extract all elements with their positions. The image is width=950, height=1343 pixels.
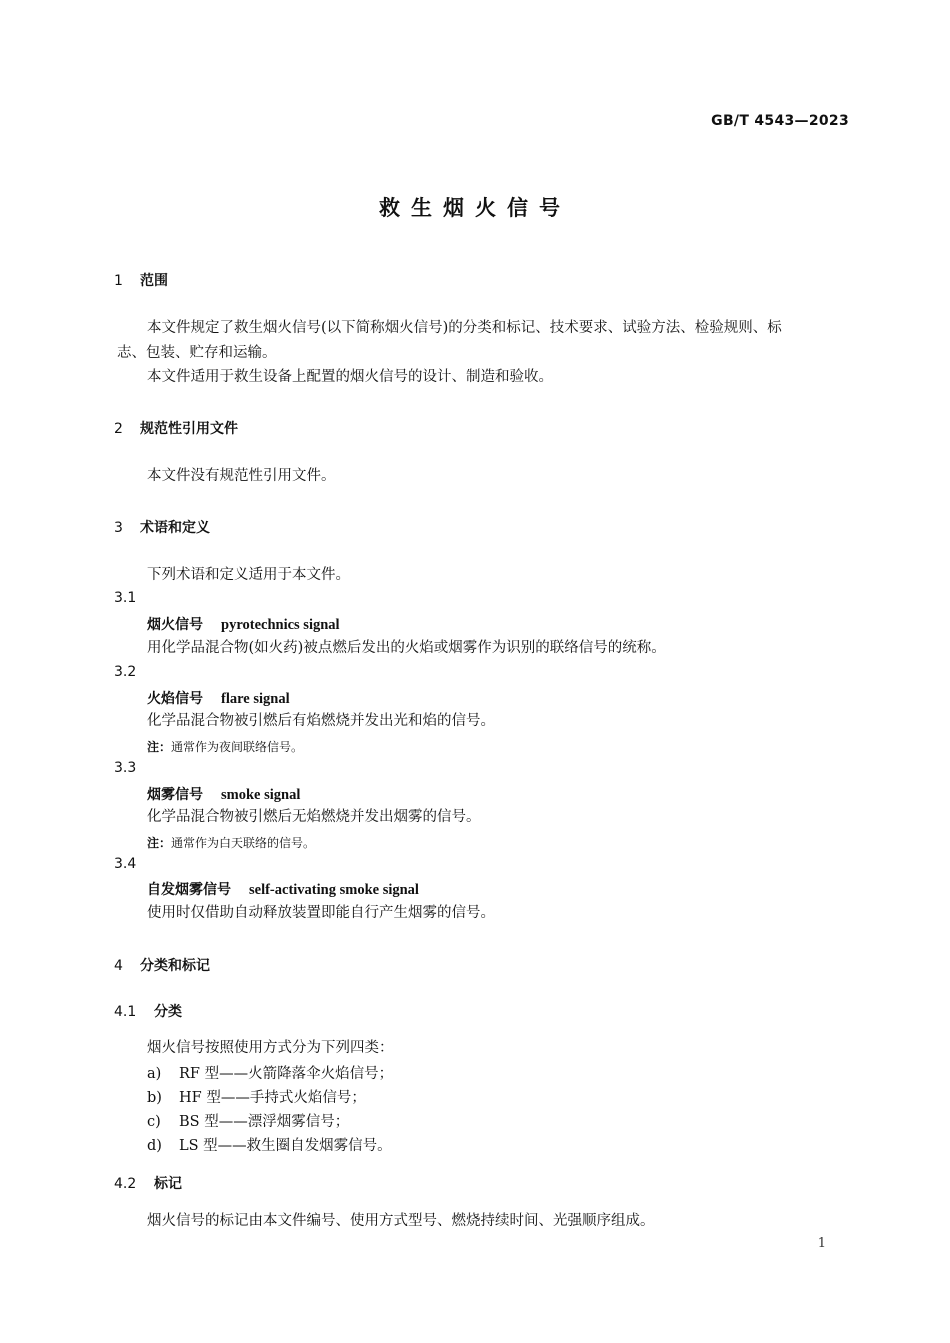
note-text: 通常作为白天联络的信号。 (171, 836, 316, 850)
list-item (147, 1062, 393, 1083)
term-number: 3.2 (114, 664, 137, 680)
term-definition: 化学品混合物被引燃后有焰燃烧并发出光和焰的信号。 (147, 713, 495, 729)
section-2-heading (114, 418, 238, 438)
list-item (147, 1110, 349, 1131)
section-1-paragraph-1-line-2: 志、包装、贮存和运输。 (117, 345, 277, 361)
section-1-paragraph-1-line-1: 本文件规定了救生烟火信号(以下简称烟火信号)的分类和标记、技术要求、试验方法、检验规则、标 (147, 320, 782, 336)
note-text: 通常作为夜间联络信号。 (171, 740, 304, 754)
term-note (147, 738, 303, 755)
list-text: BS 型——漂浮烟雾信号； (179, 1114, 350, 1130)
list-text: LS 型——救生圈自发烟雾信号。 (179, 1138, 392, 1154)
list-item (147, 1134, 392, 1155)
list-text: RF 型——火箭降落伞火焰信号； (179, 1066, 394, 1082)
section-title: 规范性引用文件 (140, 421, 238, 437)
section-number: 2 (114, 421, 123, 437)
term-3-1 (147, 614, 340, 634)
term-note (147, 834, 315, 851)
section-title: 范围 (140, 273, 168, 289)
document-title: 救生烟火信号 (379, 196, 571, 220)
list-marker: b) (147, 1090, 162, 1106)
classification-intro: 烟火信号按照使用方式分为下列四类： (147, 1040, 394, 1056)
term-definition: 使用时仅借助自动释放装置即能自行产生烟雾的信号。 (147, 905, 495, 921)
page-number: 1 (817, 1236, 826, 1251)
list-marker: d) (147, 1138, 162, 1154)
term-english: self-activating smoke signal (249, 882, 419, 898)
section-number: 4.2 (114, 1176, 137, 1192)
section-number: 4 (114, 958, 123, 974)
section-2-paragraph-1: 本文件没有规范性引用文件。 (147, 468, 336, 484)
term-number: 3.1 (114, 590, 137, 606)
section-title: 分类 (154, 1004, 182, 1020)
term-english: flare signal (221, 691, 290, 707)
section-1-paragraph-2: 本文件适用于救生设备上配置的烟火信号的设计、制造和验收。 (147, 369, 553, 385)
section-title: 标记 (154, 1176, 182, 1192)
section-4-1-heading (114, 1001, 182, 1021)
term-definition: 用化学品混合物(如火药)被点燃后发出的火焰或烟雾作为识别的联络信号的统称。 (147, 640, 666, 656)
list-text: HF 型——手持式火焰信号； (179, 1090, 366, 1106)
section-4-heading (114, 955, 210, 975)
section-4-2-heading (114, 1173, 182, 1193)
term-english: smoke signal (221, 787, 301, 803)
term-english: pyrotechnics signal (221, 617, 340, 633)
term-chinese: 自发烟雾信号 (147, 882, 231, 898)
standard-code: GB/T 4543—2023 (711, 113, 849, 129)
term-number: 3.3 (114, 760, 137, 776)
section-3-heading (114, 517, 210, 537)
list-marker: a) (147, 1066, 162, 1082)
section-number: 1 (114, 273, 123, 289)
term-3-4 (147, 879, 419, 899)
list-item (147, 1086, 366, 1107)
marking-paragraph: 烟火信号的标记由本文件编号、使用方式型号、燃烧持续时间、光强顺序组成。 (147, 1213, 655, 1229)
term-definition: 化学品混合物被引燃后无焰燃烧并发出烟雾的信号。 (147, 809, 481, 825)
section-title: 术语和定义 (140, 520, 210, 536)
list-marker: c) (147, 1114, 161, 1130)
term-3-3 (147, 784, 300, 804)
section-number: 4.1 (114, 1004, 137, 1020)
term-number: 3.4 (114, 856, 137, 872)
note-label: 注： (147, 740, 172, 754)
term-chinese: 火焰信号 (147, 691, 203, 707)
term-chinese: 烟雾信号 (147, 787, 203, 803)
section-title: 分类和标记 (140, 958, 210, 974)
section-1-heading (114, 270, 168, 290)
note-label: 注： (147, 836, 172, 850)
term-chinese: 烟火信号 (147, 617, 203, 633)
term-3-2 (147, 688, 290, 708)
section-3-intro: 下列术语和定义适用于本文件。 (147, 567, 350, 583)
section-number: 3 (114, 520, 123, 536)
